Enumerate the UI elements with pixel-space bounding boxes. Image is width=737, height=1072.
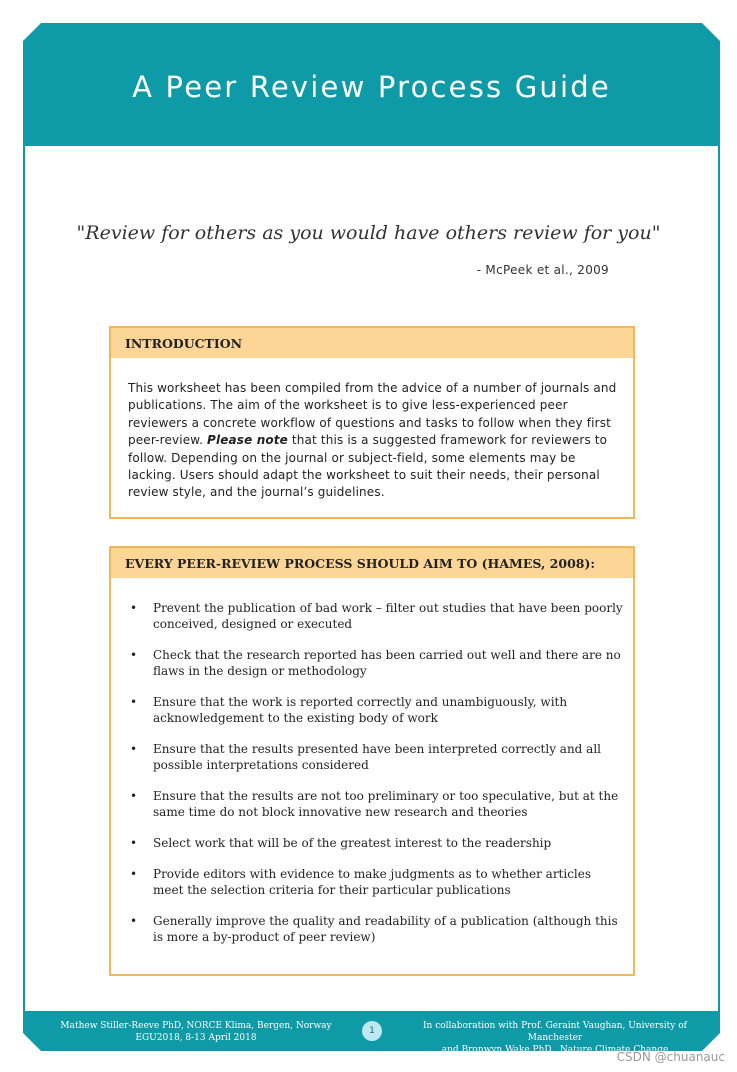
introduction-heading: INTRODUCTION [111,328,633,358]
bullet-icon: • [130,695,138,709]
page-title: A Peer Review Process Guide [132,70,611,104]
aims-item-text: Check that the research reported has been carried out well and there are no flaws in the design or methodology [153,648,621,678]
introduction-text [128,380,618,502]
bullet-icon: • [130,914,138,928]
aims-item-text: Ensure that the results are not too preliminary or too speculative, but at the same time do not block innovative new research and theories [153,789,619,819]
bullet-icon: • [130,601,138,615]
introduction-emphasis: Please note [207,433,288,448]
aims-heading: EVERY PEER-REVIEW PROCESS SHOULD AIM TO (HAMES, 2008): [111,548,633,578]
aims-list-item [125,741,625,773]
aims-item-text: Ensure that the results presented have been interpreted correctly and all possible interpretations considered [153,742,601,772]
quote-text: "Review for others as you would have others review for you" [76,222,661,244]
introduction-text-part2: that this is a suggested framework for reviewers to follow. Depending on the journal or subject-field, some elements may be lacking. Users should adapt the worksheet to suit their needs, their personal review style, and the journal’s guidelines. [128,433,608,500]
footer-collab-line: In collaboration with Prof. Geraint Vaughan, University of Manchester [423,1021,687,1043]
bullet-icon: • [130,648,138,662]
introduction-text-part1: This worksheet has been compiled from the advice of a number of journals and publications. The aim of the worksheet is to give less-experienced peer reviewers a concrete workflow of questions and tasks to follow when they first peer-review. [128,381,617,448]
aims-item-text: Ensure that the work is reported correctly and unambiguously, with acknowledgement to the existing body of work [153,695,568,725]
aims-list-item [125,647,625,679]
aims-list-item [125,913,625,945]
aims-list-item [125,600,625,632]
aims-item-text: Prevent the publication of bad work – filter out studies that have been poorly conceived, designed or executed [153,601,623,631]
bullet-icon: • [130,836,138,850]
quote-source: - McPeek et al., 2009 [476,263,609,277]
footer-collab-line-2: and Bronwyn Wake PhD., Nature Climate Change [441,1045,669,1055]
bullet-icon: • [130,867,138,881]
aims-item-text: Select work that will be of the greatest interest to the readership [153,836,552,850]
footer-author-line: Mathew Stiller-Reeve PhD, NORCE Klima, Bergen, Norway [60,1021,332,1031]
introduction-box [109,326,635,519]
bullet-icon: • [130,742,138,756]
page-number-badge: 1 [362,1021,382,1041]
aims-item-text: Generally improve the quality and readability of a publication (although this is more a by-product of peer review) [153,914,618,944]
watermark: CSDN @chuanauc [616,1050,725,1064]
footer-author [40,1020,352,1044]
aims-box [109,546,635,976]
bullet-icon: • [130,789,138,803]
aims-list-item [125,788,625,820]
aims-list-item [125,835,625,851]
aims-item-text: Provide editors with evidence to make judgments as to whether articles meet the selection criteria for their particular publications [153,867,592,897]
aims-list [125,600,625,960]
aims-list-item [125,694,625,726]
aims-list-item [125,866,625,898]
footer-event-line: EGU2018, 8-13 April 2018 [135,1033,257,1043]
